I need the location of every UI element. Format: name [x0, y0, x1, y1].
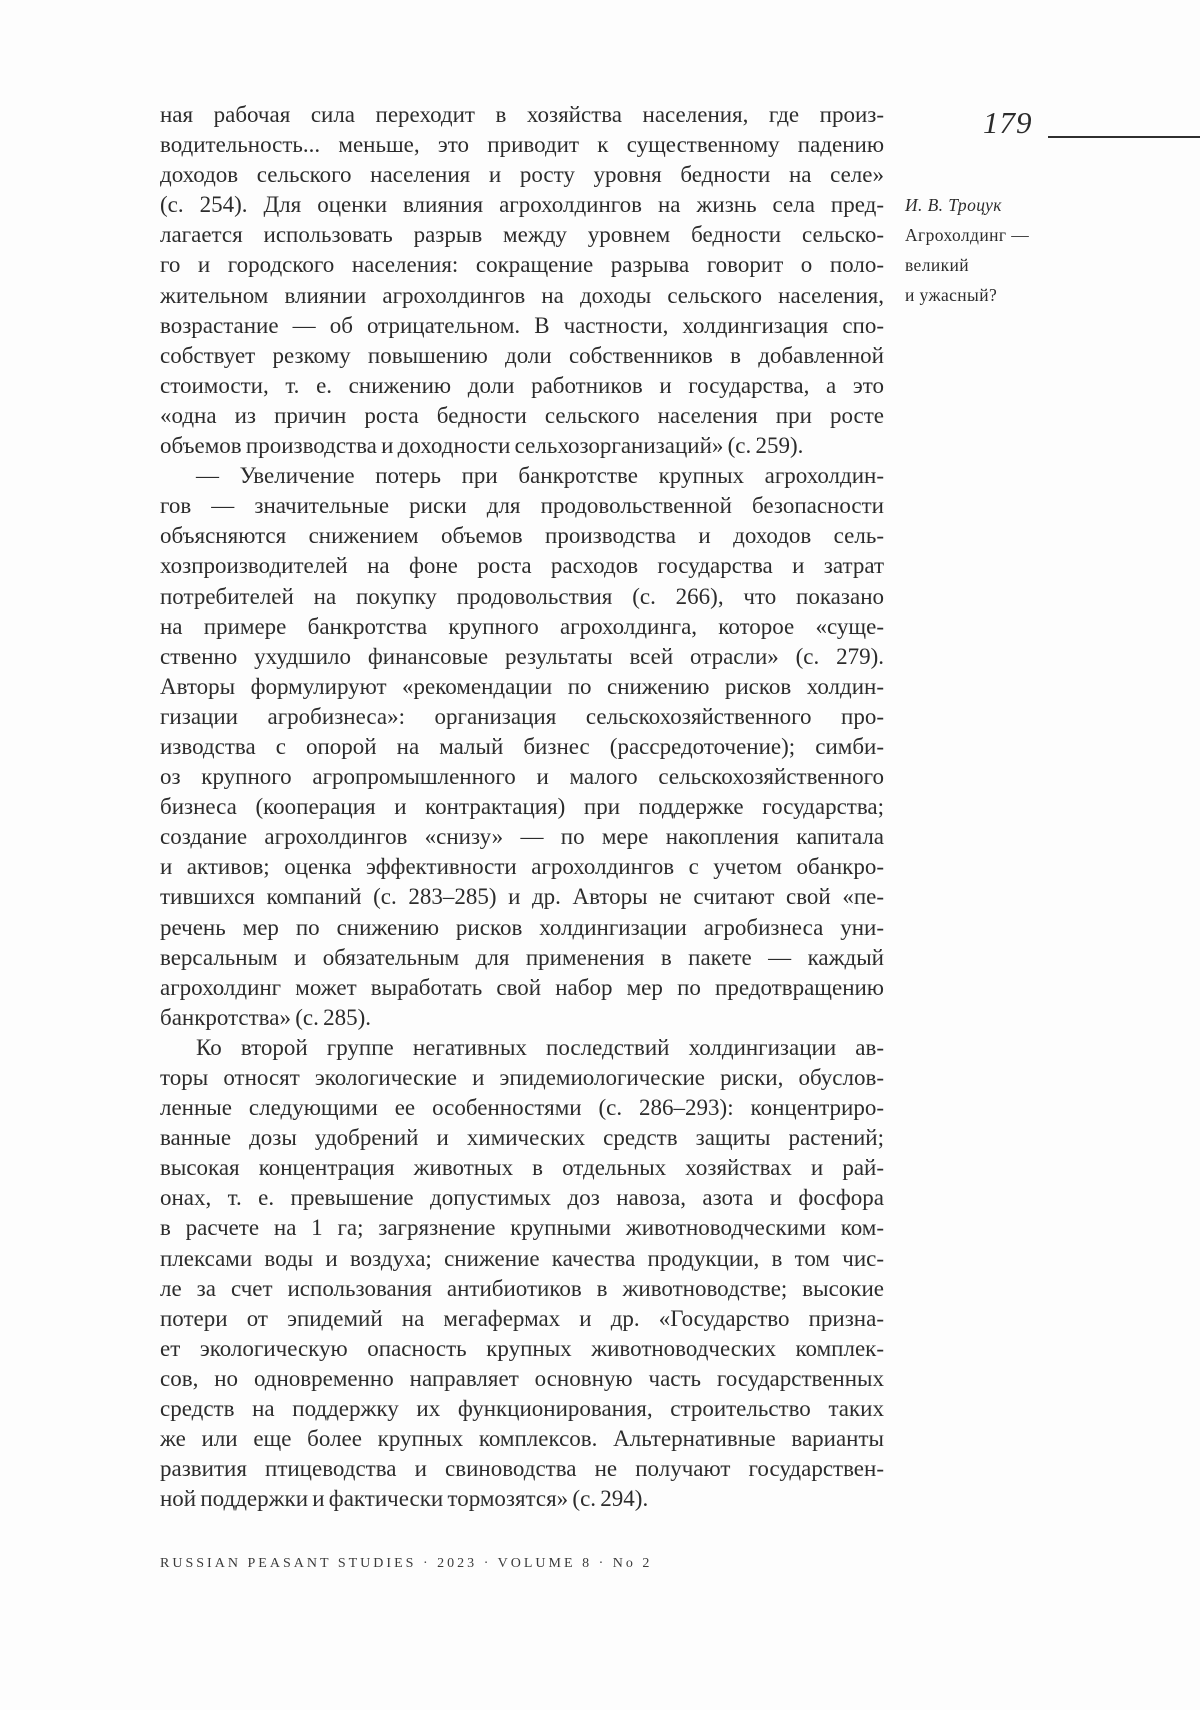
- text-line: торы относят экологические и эпидемиологические риски, обуслов-: [160, 1065, 884, 1090]
- margin-note-title-line: Агрохолдинг —: [905, 225, 1030, 245]
- text-line: Авторы формулируют «рекомендации по снижению рисков холдин-: [160, 673, 884, 699]
- margin-note-title-line: великий: [905, 255, 970, 275]
- text-line: водительность... меньше, это приводит к существенному падению: [160, 132, 884, 158]
- text-line: гов — значительные риски для продовольственной безопасности: [160, 493, 884, 519]
- text-line: ле за счет использования антибиотиков в животноводстве; высокие: [160, 1275, 884, 1301]
- header-rule: [1048, 136, 1200, 138]
- text-line: изводства с опорой на малый бизнес (рассредоточение); симби-: [160, 733, 884, 759]
- margin-note-author: И. В. Троцук: [905, 195, 1002, 215]
- text-line: «одна из причин роста бедности сельского населения при росте: [160, 402, 884, 428]
- text-line: гизации агробизнеса»: организация сельскохозяйственного про-: [160, 703, 884, 729]
- text-line: агрохолдинг может выработать свой набор мер по предотвращению: [160, 974, 884, 1000]
- text-line: доходов сельского населения и росту уровня бедности на селе»: [160, 162, 884, 188]
- text-line: ственно ухудшило финансовые результаты всей отрасли» (с. 279).: [160, 643, 884, 669]
- page-number: 179: [983, 105, 1033, 140]
- text-line: возрастание — об отрицательном. В частности, холдингизация спо-: [160, 312, 884, 338]
- text-line: го и городского населения: сокращение разрыва говорит о поло-: [160, 252, 884, 278]
- journal-footer: RUSSIAN PEASANT STUDIES · 2023 · VOLUME 8 · No 2: [160, 1556, 653, 1571]
- paragraph: [160, 100, 884, 461]
- text-line: потребителей на покупку продовольствия (с. 266), что показано: [160, 583, 884, 609]
- text-line: ная рабочая сила переходит в хозяйства населения, где произ-: [160, 102, 884, 127]
- text-line: жительном влиянии агрохолдингов на доходы сельского населения,: [160, 282, 884, 308]
- text-line: и активов; оценка эффективности агрохолдингов с учетом обанкро-: [160, 854, 884, 880]
- text-line: онах, т. е. превышение допустимых доз навоза, азота и фосфора: [160, 1185, 884, 1211]
- text-line: в расчете на 1 га; загрязнение крупными животноводческими ком-: [160, 1215, 884, 1241]
- text-line: версальным и обязательным для применения в пакете — каждый: [160, 944, 884, 970]
- margin-note-title-line: и ужасный?: [905, 285, 998, 305]
- text-line: речень мер по снижению рисков холдингизации агробизнеса уни-: [160, 914, 884, 940]
- text-line: сов, но одновременно направляет основную часть государственных: [160, 1365, 884, 1391]
- text-line: тившихся компаний (с. 283–285) и др. Авторы не считают свой «пе-: [160, 884, 884, 910]
- article-body: [160, 100, 884, 1514]
- paragraph: [160, 1033, 884, 1515]
- text-line: ет экологическую опасность крупных животноводческих комплек-: [160, 1335, 884, 1361]
- text-line: (с. 254). Для оценки влияния агрохолдингов на жизнь села пред-: [160, 192, 884, 218]
- text-line: на примере банкротства крупного агрохолдинга, которое «суще-: [160, 613, 884, 639]
- text-line: бизнеса (кооперация и контрактация) при поддержке государства;: [160, 794, 884, 820]
- text-line: средств на поддержку их функционирования, строительство таких: [160, 1396, 884, 1422]
- margin-note: [905, 190, 1185, 310]
- paragraph: [160, 461, 884, 1033]
- text-line: создание агрохолдингов «снизу» — по мере накопления капитала: [160, 824, 884, 850]
- text-line: высокая концентрация животных в отдельных хозяйствах и рай-: [160, 1155, 884, 1181]
- text-line: плексами воды и воздуха; снижение качества продукции, в том чис-: [160, 1245, 884, 1271]
- text-line: — Увеличение потерь при банкротстве крупных агрохолдин-: [196, 463, 884, 489]
- text-line: ванные дозы удобрений и химических средств защиты растений;: [160, 1125, 884, 1151]
- text-line: оз крупного агропромышленного и малого сельскохозяйственного: [160, 764, 884, 790]
- text-line: объемов производства и доходности сельхозорганизаций» (с. 259).: [160, 433, 804, 459]
- text-line: стоимости, т. е. снижению доли работников и государства, а это: [160, 372, 884, 398]
- text-line: ной поддержки и фактически тормозятся» (с. 294).: [160, 1486, 649, 1512]
- text-line: же или еще более крупных комплексов. Альтернативные варианты: [160, 1426, 884, 1452]
- text-line: объясняются снижением объемов производства и доходов сель-: [160, 523, 884, 549]
- text-line: развития птицеводства и свиноводства не получают государствен-: [160, 1456, 884, 1482]
- text-line: лагается использовать разрыв между уровнем бедности сельско-: [160, 222, 884, 248]
- text-line: потери от эпидемий на мегафермах и др. «Государство призна-: [160, 1305, 884, 1331]
- text-line: собствует резкому повышению доли собственников в добавленной: [160, 342, 884, 368]
- text-line: Ко второй группе негативных последствий холдингизации ав-: [196, 1034, 884, 1060]
- text-line: ленные следующими ее особенностями (с. 286–293): концентриро-: [160, 1095, 884, 1121]
- text-line: хозпроизводителей на фоне роста расходов государства и затрат: [160, 553, 884, 579]
- text-line: банкротства» (с. 285).: [160, 1004, 371, 1030]
